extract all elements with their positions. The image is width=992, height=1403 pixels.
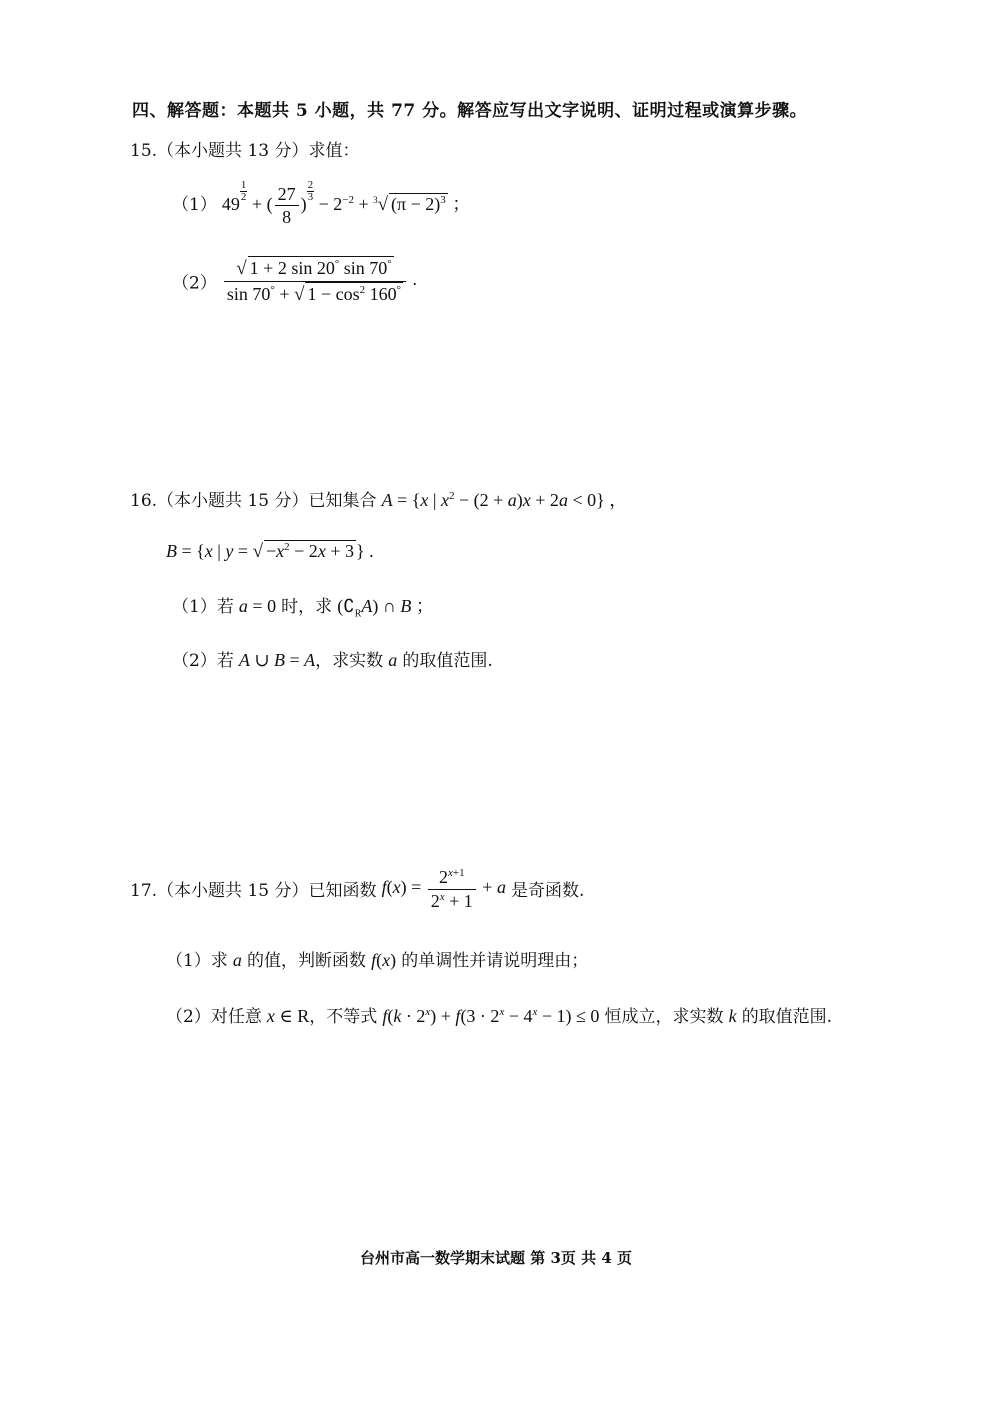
q15-part1-label: （1） (172, 195, 217, 215)
q17-header-text: 17.（本小题共 15 分）已知函数 (130, 881, 377, 902)
q15-part2-expression: $\frac{√ 1 + 2 \sin 20^\circ \sin 70^\circ}{\sin 70^\circ + √ 1 - \cos^2 160^\circ}$ . (222, 269, 417, 289)
q17-part1-fx: f(x) (371, 950, 397, 970)
q16-part2-end: 的取值范围. (402, 651, 493, 671)
q17-part2-label: （2）对任意 (166, 1007, 262, 1027)
q16-part2-condition: A ∪ B = A (238, 650, 316, 670)
q16-part2-var: a (388, 650, 398, 670)
set-a-definition: A = {x | $x^2 - (2 + a)x + 2a < 0$} ， (381, 490, 628, 510)
q15-part2-label: （2） (172, 273, 217, 294)
q17-header-tail: 是奇函数. (511, 881, 585, 902)
q17-part2-domain: x ∈ R (266, 1006, 310, 1026)
q17-part2-var: k (728, 1006, 737, 1026)
q16-part1-label: （1）若 (172, 597, 234, 617)
q17-part1-var: a (232, 950, 242, 970)
section-title: 四、解答题：本题共 5 小题，共 77 分。解答应写出文字说明、证明过程或演算步骤。 (132, 101, 808, 121)
q16-header (130, 486, 627, 512)
q16-part2 (172, 646, 493, 671)
q16-header-text: 16.（本小题共 15 分）已知集合 (130, 491, 377, 511)
q16-part1-mid: 时，求 (281, 597, 333, 617)
q17-part1-label: （1）求 (166, 951, 228, 971)
q16-part1-condition: a = 0 (238, 596, 277, 616)
q15-part1 (172, 180, 470, 229)
q16-part1 (172, 592, 434, 618)
q17-part1 (166, 946, 588, 971)
q17-part2 (166, 1002, 832, 1027)
q17-part2-inequality: $f(k \cdot 2^x) + f(3 \cdot 2^x - 4^x - 1) \le 0$ (382, 1006, 600, 1026)
q17-part2-mid: ，不等式 (309, 1007, 378, 1027)
q17-part2-end: 的取值范围. (741, 1007, 833, 1027)
q17-header (130, 866, 584, 912)
q15-header: 15.（本小题共 13 分）求值： (130, 141, 360, 161)
q16-part2-label: （2）若 (172, 651, 234, 671)
q17-part1-mid: 的值，判断函数 (247, 951, 367, 971)
set-b-definition: B = {x | y = √ $-x^2 - 2x + 3$ } . (166, 541, 374, 562)
q17-part1-end: 的单调性并请说明理由； (401, 951, 589, 971)
q17-function-definition: f(x) = $\frac{2^{x+1}}{2^x + 1}$ + a (381, 867, 506, 911)
q15-part2 (172, 256, 417, 307)
page-footer: 台州市高一数学期末试题 第 3页 共 4 页 (360, 1249, 632, 1267)
q16-part1-expression: $(∁_RA)$ ∩ B ； (337, 596, 434, 620)
q15-part1-expression: 49 $\frac{1}{2}$ + ( $\frac{27}{8}$ ) $\frac{2}{3}$ − $2^{-2} + ^3√$ $(\pi - 2)^3$ ； (221, 179, 471, 228)
q16-part2-tail: ，求实数 (315, 651, 384, 671)
q17-part2-mid2: 恒成立，求实数 (604, 1007, 724, 1027)
